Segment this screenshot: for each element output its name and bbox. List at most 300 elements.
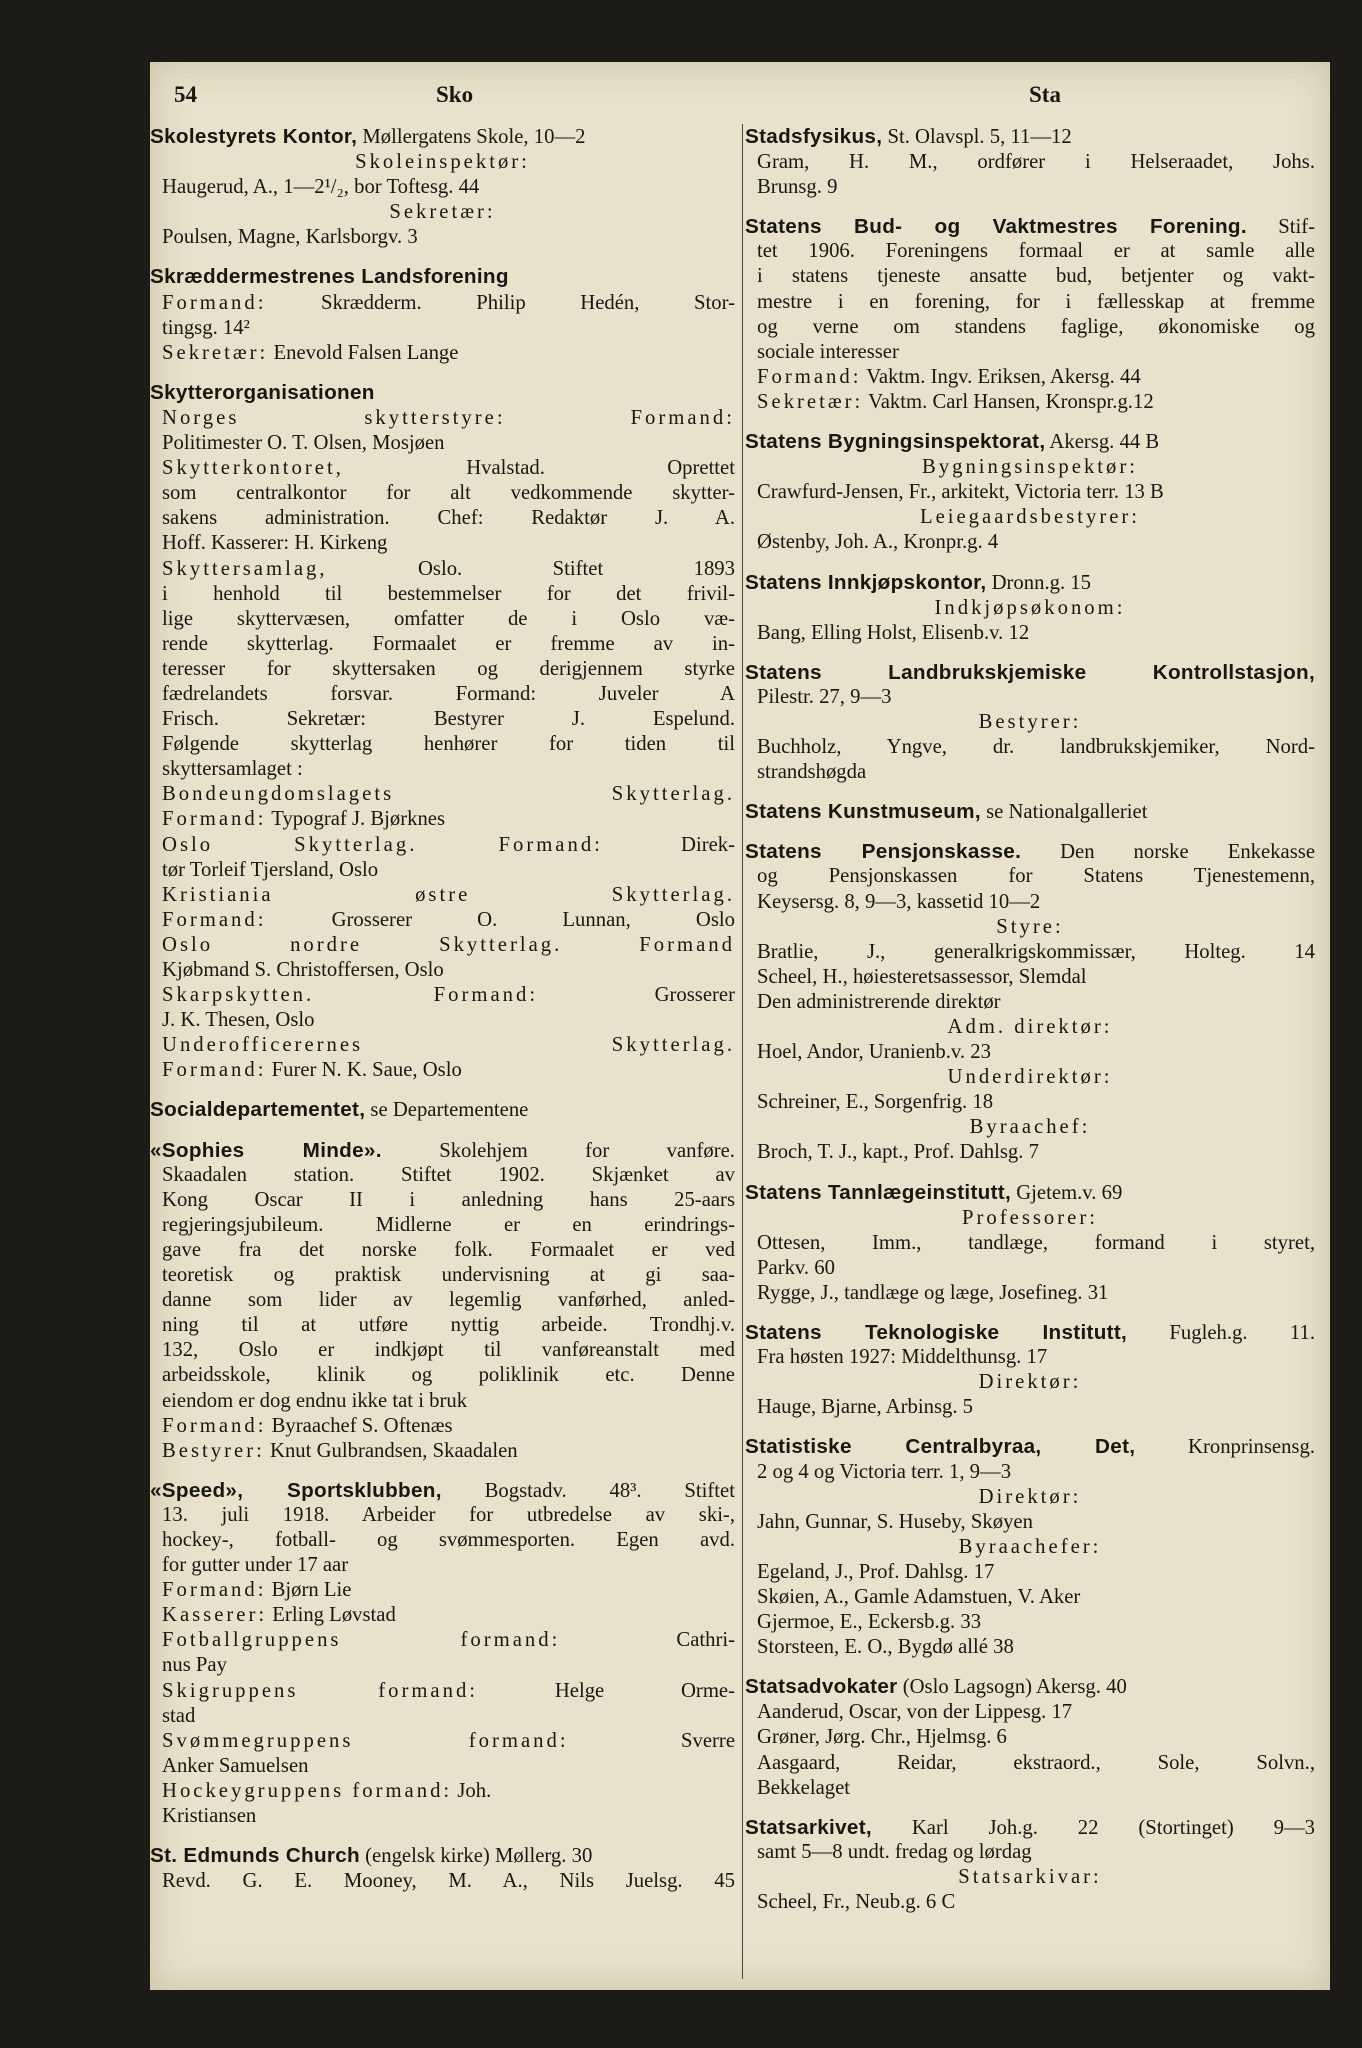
- entry-line: [745, 365, 1315, 390]
- entry-text: Bogstadv. 48³. Stiftet: [441, 1479, 735, 1502]
- entry-text: sakens administration. Chef: Redaktør J. A.: [162, 507, 735, 530]
- entry-text: Enevold Falsen Lange: [268, 341, 459, 364]
- entry-text: (engelsk kirke) Møllerg. 30: [359, 1845, 593, 1868]
- entry-heading: Statsarkivet,: [745, 1815, 872, 1839]
- entry-line: [745, 1395, 1315, 1420]
- entry-text: Akersg. 44 B: [1045, 431, 1160, 454]
- entry-line: [150, 1679, 735, 1704]
- entry-line: [150, 431, 735, 456]
- entry-text: Den norske Enkekasse: [1021, 841, 1315, 864]
- column-divider: [742, 124, 743, 1979]
- entry-text: Hoel, Andor, Uranienb.v. 23: [757, 1041, 991, 1064]
- entry-line: [745, 530, 1315, 555]
- entry-line: [150, 908, 735, 933]
- entry-text: 132, Oslo er indkjøpt til vanføreanstalt med: [162, 1339, 735, 1362]
- entry-line: [150, 582, 735, 607]
- entry-text: J. K. Thesen, Oslo: [162, 1009, 315, 1032]
- entry-text: Pilestr. 27, 9—3: [757, 685, 892, 708]
- entry-line: [150, 1313, 735, 1338]
- entry-text: teoretisk og praktisk undervisning at gi saa-: [162, 1264, 735, 1287]
- entry-line: [745, 480, 1315, 505]
- entry-line: [150, 782, 735, 807]
- entry-line: [150, 1097, 735, 1123]
- entry-text: Kong Oscar II i anledning hans 25-aars: [162, 1188, 735, 1211]
- entry-line: [150, 1008, 735, 1033]
- role-heading: Statsarkivar:: [958, 1865, 1102, 1888]
- entry-text: Kristiansen: [162, 1805, 257, 1827]
- entry-text: Hoff. Kasserer: H. Kirkeng: [162, 532, 388, 555]
- entry-text: stad: [162, 1704, 196, 1727]
- entry-text: Joh.: [452, 1779, 492, 1802]
- entry-heading: «Speed», Sportsklubben,: [150, 1478, 442, 1502]
- entry-text: Buchholz, Yngve, dr. landbrukskjemiker, Nord-: [757, 736, 1315, 759]
- entry-text: se Departementene: [365, 1099, 529, 1122]
- entry-text: ning til at utføre nyttig arbeide. Trondhj.v.: [162, 1314, 735, 1337]
- directory-entry: [745, 839, 1315, 1165]
- entry-text: Broch, T. J., kapt., Prof. Dahlsg. 7: [757, 1141, 1039, 1164]
- entry-line: [150, 1603, 735, 1628]
- entry-text: Gjetem.v. 69: [1011, 1181, 1123, 1204]
- entry-line: [150, 531, 735, 556]
- directory-entry: [745, 1674, 1315, 1800]
- directory-entry: [745, 799, 1315, 825]
- entry-text: Anker Samuelsen: [162, 1754, 309, 1777]
- entry-line: [745, 570, 1315, 596]
- entry-line: [150, 291, 735, 316]
- entry-text: se Nationalgalleriet: [980, 801, 1148, 824]
- directory-entry: [745, 214, 1315, 415]
- entry-text: Karl Joh.g. 22 (Stortinget) 9—3: [871, 1816, 1315, 1839]
- entry-text: som centralkontor for alt vedkommende skytter-: [162, 482, 735, 505]
- entry-text: Typograf J. Bjørknes: [266, 808, 446, 831]
- entry-line: [745, 839, 1315, 864]
- entry-line: [150, 833, 735, 858]
- entry-line: [745, 1231, 1315, 1256]
- role-label: Formand:: [162, 1579, 267, 1602]
- entry-line: [745, 1635, 1315, 1660]
- entry-line: [150, 557, 735, 582]
- entry-text: Bekkelaget: [757, 1776, 851, 1799]
- directory-entry: [745, 1434, 1315, 1660]
- entry-text: Poulsen, Magne, Karlsborgv. 3: [162, 226, 418, 249]
- entry-text: Sverre: [568, 1729, 735, 1752]
- entry-line: [150, 316, 735, 341]
- role-label: Bondeungdomslagets Skytterlag.: [162, 783, 735, 806]
- entry-text: Vaktm. Ingv. Eriksen, Akersg. 44: [861, 365, 1141, 388]
- entry-heading: St. Edmunds Church: [150, 1844, 360, 1868]
- entry-line: [745, 1140, 1315, 1165]
- entry-line: [745, 890, 1315, 915]
- entry-text: Scheel, Fr., Neub.g. 6 C: [757, 1891, 956, 1913]
- entry-text: Fugleh.g. 11.: [1127, 1322, 1315, 1345]
- entry-line: [745, 264, 1315, 289]
- entry-line: [150, 707, 735, 732]
- entry-line: [745, 1560, 1315, 1585]
- role-label: Hockeygruppens formand:: [162, 1779, 453, 1802]
- entry-line: [745, 685, 1315, 710]
- entry-line: [745, 990, 1315, 1015]
- entry-line: [745, 1815, 1315, 1840]
- directory-entry: [150, 264, 735, 365]
- entry-text: Skrædderm. Philip Hedén, Stor-: [266, 291, 735, 314]
- entry-line: [150, 632, 735, 657]
- entry-heading: Skolestyrets Kontor,: [150, 125, 358, 148]
- role-label: Kasserer:: [162, 1604, 268, 1627]
- entry-line: [745, 1281, 1315, 1306]
- entry-line: [150, 124, 735, 150]
- entry-text: fædrelandets forsvar. Formand: Juveler A: [162, 682, 735, 705]
- entry-text: regjeringsjubileum. Midlerne er en erindrings-: [162, 1213, 735, 1236]
- header-left-word: Sko: [436, 82, 474, 107]
- directory-entry: [150, 1138, 735, 1464]
- entry-text: Kronprinsensg.: [1135, 1436, 1315, 1459]
- entry-line: [150, 1528, 735, 1553]
- entry-text: tør Torleif Tjersland, Oslo: [162, 858, 379, 881]
- entry-line: [745, 760, 1315, 785]
- entry-line: [150, 1503, 735, 1528]
- entry-text: Fra høsten 1927: Middelthunsg. 17: [757, 1346, 1048, 1369]
- entry-line: [150, 933, 735, 958]
- entry-line: [150, 1869, 735, 1894]
- entry-text: Scheel, H., høiesteretsassessor, Slemdal: [757, 965, 1087, 988]
- entry-line: [745, 1700, 1315, 1725]
- entry-heading: «Sophies Minde».: [150, 1138, 382, 1162]
- entry-text: Furer N. K. Saue, Oslo: [266, 1059, 462, 1082]
- entry-text: Bjørn Lie: [266, 1579, 352, 1602]
- role-heading: Direktør:: [978, 1485, 1082, 1508]
- entry-line: [150, 958, 735, 983]
- entry-line: [150, 1389, 735, 1414]
- entry-line: [745, 864, 1315, 889]
- entry-heading: Skytterorganisationen: [150, 380, 375, 404]
- entry-line: [745, 1776, 1315, 1801]
- entry-line: [150, 858, 735, 883]
- role-label: Underofficerernes Skytterlag.: [162, 1034, 735, 1057]
- role-label: Sekretær:: [162, 341, 269, 364]
- entry-line: [745, 1256, 1315, 1281]
- entry-line: [745, 150, 1315, 175]
- entry-heading: Statens Pensjonskasse.: [745, 840, 1022, 864]
- entry-line: [745, 1434, 1315, 1459]
- entry-heading: Statens Kunstmuseum,: [745, 800, 981, 824]
- entry-line: [150, 1188, 735, 1213]
- entry-text: Rygge, J., tandlæge og læge, Josefineg. 31: [757, 1281, 1109, 1304]
- entry-text: mestre i en forening, for i fællesskap at fremme: [757, 290, 1315, 313]
- entry-text: Byraachef S. Oftenæs: [266, 1414, 453, 1437]
- entry-text: Frisch. Sekretær: Bestyrer J. Espelund.: [162, 708, 735, 731]
- entry-line: [150, 1363, 735, 1388]
- entry-line: [745, 660, 1315, 685]
- role-label: Bestyrer:: [162, 1439, 265, 1462]
- entry-text: Grøner, Jørg. Chr., Hjelmsg. 6: [757, 1726, 1007, 1749]
- entry-line: [150, 1033, 735, 1058]
- entry-text: Grosserer O. Lunnan, Oslo: [266, 908, 735, 931]
- entry-text: 2 og 4 og Victoria terr. 1, 9—3: [757, 1460, 1012, 1483]
- entry-line: [745, 1460, 1315, 1485]
- entry-line: [150, 1779, 735, 1804]
- entry-text: Stif-: [1246, 216, 1315, 239]
- entry-line: [150, 1578, 735, 1603]
- entry-text: Hauge, Bjarne, Arbinsg. 5: [757, 1396, 974, 1419]
- entry-text: Crawfurd-Jensen, Fr., arkitekt, Victoria terr. 13 B: [757, 481, 1164, 504]
- directory-entry: [745, 1815, 1315, 1915]
- entry-line: [150, 1338, 735, 1363]
- role-heading: Professorer:: [962, 1206, 1098, 1229]
- entry-line: [150, 1238, 735, 1263]
- entry-text: Hvalstad. Oprettet: [343, 457, 735, 480]
- entry-text: Parkv. 60: [757, 1256, 835, 1279]
- role-heading: Sekretær:: [389, 201, 496, 224]
- entry-text: nus Pay: [162, 1654, 227, 1677]
- directory-entry: [745, 1180, 1315, 1306]
- entry-line: [745, 1320, 1315, 1345]
- entry-text: Revd. G. E. Mooney, M. A., Nils Juelsg. 45: [162, 1870, 735, 1893]
- entry-line: [745, 175, 1315, 200]
- entry-text: Oslo. Stiftet 1893: [327, 557, 735, 580]
- entry-line: [745, 965, 1315, 990]
- entry-line: [150, 1138, 735, 1163]
- entry-heading: Statsadvokater: [745, 1675, 898, 1699]
- entry-text: Helge Orme-: [478, 1679, 735, 1702]
- entry-heading: Statens Bud- og Vaktmestres Forening.: [745, 215, 1247, 239]
- directory-entry: [150, 1478, 735, 1829]
- entry-line: [745, 1040, 1315, 1065]
- entry-line: [150, 481, 735, 506]
- entry-text: Østenby, Joh. A., Kronpr.g. 4: [757, 531, 999, 554]
- entry-line: [150, 1414, 735, 1439]
- entry-line: [745, 1180, 1315, 1206]
- entry-line: [745, 124, 1315, 150]
- entry-text: Cathri-: [560, 1629, 735, 1652]
- entry-text: Følgende skytterlag henhører for tiden til: [162, 733, 735, 756]
- entry-line: [150, 1704, 735, 1729]
- entry-text: Møllergatens Skole, 10—2: [357, 126, 586, 148]
- entry-line: [150, 807, 735, 832]
- entry-text: Knut Gulbrandsen, Skaadalen: [264, 1439, 518, 1462]
- entry-text: Skaadalen station. Stiftet 1902. Skjænket av: [162, 1163, 735, 1186]
- entry-line: [745, 799, 1315, 825]
- directory-entry: [150, 1843, 735, 1894]
- entry-text: og verne om standens faglige, økonomiske og: [757, 315, 1315, 338]
- entry-line: [745, 1585, 1315, 1610]
- role-label: Svømmegruppens formand:: [162, 1729, 569, 1752]
- entry-line: [150, 1058, 735, 1083]
- entry-line: [150, 341, 735, 366]
- entry-text: sociale interesser: [757, 340, 899, 363]
- entry-text: for gutter under 17 aar: [162, 1554, 349, 1577]
- entry-line: [150, 1653, 735, 1678]
- right-column: [745, 124, 1315, 1929]
- role-heading: Byraachefer:: [958, 1535, 1102, 1558]
- role-label: Formand:: [757, 365, 862, 388]
- entry-text: Kjøbmand S. Christoffersen, Oslo: [162, 959, 444, 981]
- directory-entry: [150, 124, 735, 250]
- role-label: Oslo Skytterlag. Formand:: [162, 833, 603, 856]
- entry-line: [150, 732, 735, 757]
- entry-line: [745, 1725, 1315, 1750]
- entry-line: [745, 1610, 1315, 1635]
- entry-text: og Pensjonskassen for Statens Tjenestemenn,: [757, 865, 1315, 888]
- role-heading: Bygningsinspektør:: [921, 456, 1139, 479]
- role-label: Formand:: [162, 1414, 267, 1437]
- directory-entry: [150, 1097, 735, 1123]
- entry-line: [745, 340, 1315, 365]
- entry-line: [745, 390, 1315, 415]
- entry-line: [150, 1843, 735, 1869]
- entry-line: [150, 1213, 735, 1238]
- left-column: [150, 124, 735, 1908]
- entry-text: Skøien, A., Gamle Adamstuen, V. Aker: [757, 1585, 1081, 1608]
- entry-line: [150, 225, 735, 250]
- entry-text: Dronn.g. 15: [986, 571, 1091, 594]
- entry-line: [150, 983, 735, 1008]
- entry-text: Bratlie, J., generalkrigskommissær, Holteg. 14: [757, 940, 1315, 963]
- entry-text: Direk-: [602, 833, 735, 856]
- role-label: Skigruppens formand:: [162, 1679, 479, 1702]
- entry-text: i statens tjeneste ansatte bud, betjenter og vakt-: [757, 265, 1315, 288]
- entry-text: strandshøgda: [757, 761, 867, 784]
- entry-text: Gjermoe, E., Eckersb.g. 33: [757, 1611, 982, 1634]
- role-label: Norges skytterstyre: Formand:: [162, 406, 735, 429]
- entry-heading: Skræddermestrenes Landsforening: [150, 265, 509, 289]
- entry-line: [745, 1674, 1315, 1700]
- entry-text: lige skyttervæsen, omfatter de i Oslo væ-: [162, 607, 735, 630]
- role-heading: Adm. direktør:: [947, 1016, 1113, 1038]
- entry-heading: Statens Bygningsinspektorat,: [745, 430, 1046, 454]
- entry-text: Egeland, J., Prof. Dahlsg. 17: [757, 1560, 995, 1583]
- entry-text: Storsteen, E. O., Bygdø allé 38: [757, 1636, 1014, 1659]
- entry-text: Den administrerende direktør: [757, 990, 1001, 1013]
- entry-line: [745, 239, 1315, 264]
- entry-text: skyttersamlaget :: [162, 758, 303, 781]
- entry-line: [150, 757, 735, 782]
- role-heading: Skoleinspektør:: [355, 151, 530, 174]
- entry-text: tingsg. 14²: [162, 316, 250, 339]
- entry-text: Bang, Elling Holst, Elisenb.v. 12: [757, 621, 1030, 644]
- entry-line: [745, 1345, 1315, 1370]
- entry-heading: Socialdepartementet,: [150, 1098, 366, 1122]
- entry-text: Politimester O. T. Olsen, Mosjøen: [162, 432, 445, 455]
- role-label: Skarpskytten. Formand:: [162, 984, 539, 1007]
- directory-entry: [150, 380, 735, 1084]
- role-label: Skyttersamlag,: [162, 557, 328, 580]
- entry-text: eiendom er dog endnu ikke tat i bruk: [162, 1389, 468, 1412]
- entry-text: i henhold til bestemmelser for det frivil-: [162, 582, 735, 605]
- role-label: Sekretær:: [757, 390, 864, 413]
- role-heading: Styre:: [996, 915, 1064, 938]
- role-heading: Leiegaardsbestyrer:: [919, 506, 1141, 529]
- entry-text: 13. juli 1918. Arbeider for utbredelse av ski-,: [162, 1503, 735, 1526]
- entry-line: [745, 1751, 1315, 1776]
- entry-line: [745, 735, 1315, 760]
- entry-line: [745, 1890, 1315, 1915]
- running-header: [174, 82, 1312, 126]
- entry-heading: Statens Teknologiske Institutt,: [745, 1321, 1128, 1345]
- entry-line: [745, 290, 1315, 315]
- entry-line: [745, 214, 1315, 239]
- entry-line: [150, 1288, 735, 1313]
- entry-line: [745, 1840, 1315, 1865]
- role-heading: Bestyrer:: [978, 710, 1082, 733]
- role-heading: Underdirektør:: [947, 1066, 1113, 1089]
- directory-entry: [745, 124, 1315, 200]
- role-label: Oslo nordre Skytterlag. Formand: [162, 933, 735, 956]
- entry-line: [150, 506, 735, 531]
- entry-heading: Statens Tannlægeinstitutt,: [745, 1180, 1012, 1204]
- entry-line: [745, 315, 1315, 340]
- role-label: Kristiania østre Skytterlag.: [162, 883, 735, 906]
- directory-entry: [745, 429, 1315, 555]
- entry-heading: Statens Innkjøpskontor,: [745, 570, 987, 594]
- entry-heading: Statens Landbrukskjemiske Kontrollstasjon,: [745, 660, 1315, 684]
- entry-line: [150, 657, 735, 682]
- entry-line: [745, 940, 1315, 965]
- role-label: Skytterkontoret,: [162, 457, 344, 480]
- entry-line: [745, 1510, 1315, 1535]
- entry-line: [150, 1263, 735, 1288]
- entry-text: Grosserer: [538, 984, 735, 1007]
- entry-line: [150, 264, 735, 290]
- role-label: Fotballgruppens formand:: [162, 1629, 561, 1652]
- entry-text: Jahn, Gunnar, S. Huseby, Skøyen: [757, 1510, 1033, 1533]
- entry-text: rende skytterlag. Formaalet er fremme av in-: [162, 632, 735, 655]
- entry-line: [745, 429, 1315, 455]
- entry-text: (Oslo Lagsogn) Akersg. 40: [897, 1676, 1127, 1699]
- entry-line: [150, 1439, 735, 1464]
- entry-line: [150, 883, 735, 908]
- entry-line: [150, 1163, 735, 1188]
- entry-text: Brunsg. 9: [757, 176, 838, 199]
- entry-text: Schreiner, E., Sorgenfrig. 18: [757, 1091, 994, 1114]
- role-label: Formand:: [162, 808, 267, 831]
- entry-text: hockey-, fotball- og svømmesporten. Egen avd.: [162, 1528, 735, 1551]
- entry-heading: Statistiske Centralbyraa, Det,: [745, 1435, 1136, 1459]
- entry-text: Aasgaard, Reidar, ekstraord., Sole, Solvn.,: [757, 1751, 1315, 1774]
- entry-line: [150, 682, 735, 707]
- entry-text: Gram, H. M., ordfører i Helseraadet, Johs.: [757, 151, 1315, 174]
- entry-text: danne som lider av legemlig vanførhed, anled-: [162, 1289, 735, 1312]
- entry-text: tet 1906. Foreningens formaal er at samle alle: [757, 240, 1315, 263]
- entry-text: Skolehjem for vanføre.: [381, 1139, 735, 1162]
- entry-line: [150, 1754, 735, 1779]
- role-heading: Indkjøpsøkonom:: [934, 596, 1126, 619]
- entry-line: [150, 1628, 735, 1653]
- entry-line: [150, 1478, 735, 1503]
- entry-text: Erling Løvstad: [267, 1604, 396, 1627]
- entry-line: [745, 621, 1315, 646]
- entry-text: Keysersg. 8, 9—3, kassetid 10—2: [757, 890, 1041, 913]
- entry-line: [150, 607, 735, 632]
- directory-entry: [745, 1320, 1315, 1420]
- entry-heading: Stadsfysikus,: [745, 125, 883, 148]
- entry-text: Vaktm. Carl Hansen, Kronspr.g.12: [863, 390, 1154, 413]
- header-right-word: Sta: [1029, 82, 1061, 107]
- entry-line: [150, 1553, 735, 1578]
- role-heading: Direktør:: [978, 1371, 1082, 1394]
- entry-text: St. Olavspl. 5, 11—12: [882, 126, 1072, 148]
- role-heading: Byraachef:: [969, 1116, 1091, 1139]
- entry-line: [150, 456, 735, 481]
- entry-text: gave fra det norske folk. Formaalet er ved: [162, 1238, 735, 1261]
- entry-line: [150, 1804, 735, 1829]
- directory-page: [150, 62, 1330, 1990]
- entry-line: [150, 406, 735, 431]
- role-label: Formand:: [162, 291, 267, 314]
- entry-text: arbeidsskole, klinik og poliklinik etc. Denne: [162, 1364, 735, 1387]
- entry-line: [150, 175, 735, 200]
- directory-entry: [745, 570, 1315, 646]
- page-number: 54: [174, 82, 197, 107]
